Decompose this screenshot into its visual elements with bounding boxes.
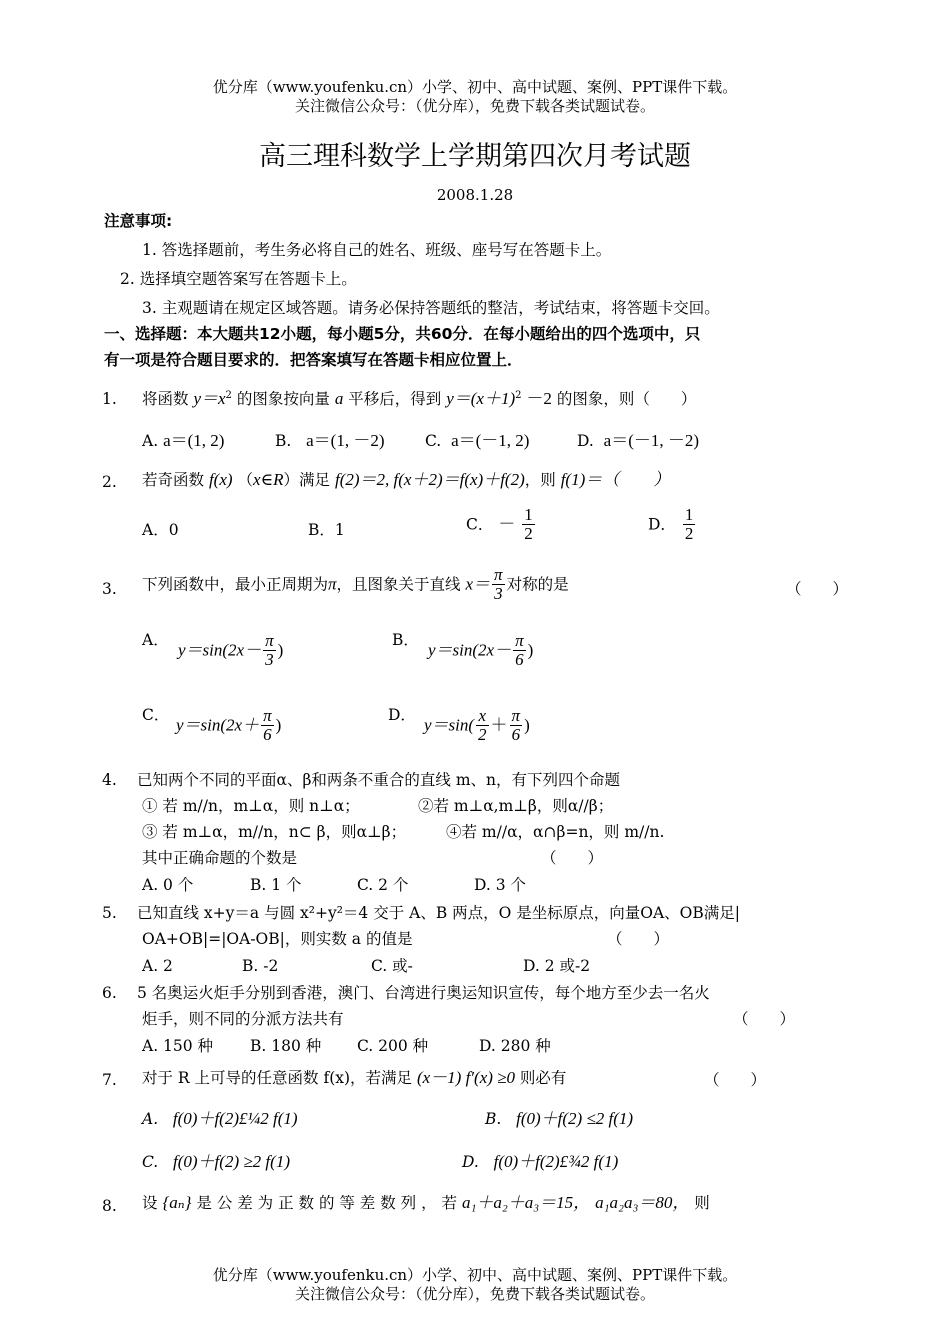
q1-option-b: B. a＝(1, －2) bbox=[275, 431, 385, 450]
footer-line-1: 优分库（www.youfenku.cn）小学、初中、高中试题、案例、PPT课件下载。 bbox=[212, 1266, 738, 1284]
q7-option-b: B. f(0)＋f(2) ≤2 f(1) bbox=[485, 1109, 634, 1128]
notice-item-3: 3. 主观题请在规定区域答题。请务必保持答题纸的整洁，考试结束，将答题卡交回。 bbox=[142, 299, 720, 317]
q8-number: 8. bbox=[102, 1197, 117, 1215]
q8-stem: 设 {aₙ} 是 公 差 为 正 数 的 等 差 数 列 ， 若 a₁＋a₂＋a₃＝15， a₁a₂a₃＝80， 则 bbox=[142, 1193, 710, 1212]
q1-number: 1. bbox=[102, 390, 117, 408]
q4-prop-3: ③ 若 m⊥α，m//n，n⊂ β，则α⊥β； bbox=[142, 823, 407, 841]
q4-option-a: A. 0 个 bbox=[142, 876, 194, 894]
q4-option-c: C. 2 个 bbox=[357, 876, 409, 894]
q1-option-d: D. a＝(－1, －2) bbox=[577, 431, 700, 450]
section-1-line-1: 一、选择题：本大题共12小题，每小题5分，共60分．在每小题给出的四个选项中，只 bbox=[104, 325, 701, 343]
q5-option-d: D. 2 或-2 bbox=[523, 957, 591, 975]
q2-stem: 若奇函数 f(x) （x∈R）满足 f(2)＝2, f(x＋2)＝f(x)＋f(2)，则 f(1)＝（ ） bbox=[142, 470, 671, 489]
q5-option-c: C. 或- bbox=[371, 957, 413, 975]
q7-option-d: D. f(0)＋f(2)£¾2 f(1) bbox=[462, 1152, 619, 1171]
q1-option-a: A. a＝(1, 2) bbox=[142, 431, 225, 450]
footer-line-2: 关注微信公众号：（优分库），免费下载各类试题试卷。 bbox=[294, 1285, 655, 1303]
q3-option-a-label: A． bbox=[142, 631, 169, 649]
q4-prop-4: ④若 m//α，α∩β=n，则 m//n. bbox=[446, 823, 665, 841]
q4-prop-1: ① 若 m//n，m⊥α，则 n⊥α； bbox=[142, 797, 360, 815]
q1-func-1: y＝x bbox=[193, 389, 226, 409]
q3-option-d: y＝sin( $\frac{x}{2}$ ＋ $\frac{\pi}{6}$ ) bbox=[424, 706, 530, 744]
q3-option-c-label: C． bbox=[142, 706, 170, 724]
q2-number: 2. bbox=[102, 473, 117, 491]
notice-item-1: 1. 答选择题前，考生务必将自己的姓名、班级、座号写在答题卡上。 bbox=[142, 241, 612, 259]
q3-answer-paren: （ ） bbox=[786, 580, 849, 598]
q3-option-a: y＝sin(2x－ $\frac{\pi}{3}$ ) bbox=[178, 631, 284, 669]
q5-number: 5. bbox=[102, 904, 117, 922]
q4-line-1: 已知两个不同的平面α、β和两条不重合的直线 m、n，有下列四个命题 bbox=[137, 771, 621, 789]
q2-option-b: B．1 bbox=[308, 521, 345, 539]
q6-answer-paren: （ ） bbox=[733, 1010, 796, 1028]
q7-option-a: A. f(0)＋f(2)£¼2 f(1) bbox=[142, 1109, 298, 1128]
q1-option-c: C. a＝(－1, 2) bbox=[425, 431, 530, 450]
q6-option-c: C. 200 种 bbox=[357, 1037, 429, 1055]
notice-heading: 注意事项: bbox=[104, 212, 173, 230]
q4-option-b: B. 1 个 bbox=[250, 876, 302, 894]
q6-option-d: D. 280 种 bbox=[479, 1037, 551, 1055]
q4-line-4: 其中正确命题的个数是 bbox=[142, 849, 298, 867]
q5-line-1: 已知直线 x+y＝a 与圆 x²+y²＝4 交于 A、B 两点，O 是坐标原点，向量OA、OB满足| bbox=[137, 904, 741, 922]
q6-line-2: 炬手，则不同的分派方法共有 bbox=[142, 1010, 344, 1028]
q3-stem: 下列函数中，最小正周期为π，且图象关于直线 x＝ $\frac{\pi}{3}$ 对称的是 bbox=[142, 565, 569, 603]
page-title: 高三理科数学上学期第四次月考试题 bbox=[259, 141, 691, 172]
section-1-line-2: 有一项是符合题目要求的．把答案填写在答题卡相应位置上． bbox=[104, 351, 523, 369]
q1-stem: 将函数 $y=x^2$ 的图象按向量 a 平移后，得到 $y=(x+1)^2 -2$ 的图象，则（ ） bbox=[142, 389, 697, 409]
q6-option-a: A. 150 种 bbox=[142, 1037, 214, 1055]
q2-option-a: A．0 bbox=[142, 521, 179, 539]
q4-option-d: D. 3 个 bbox=[474, 876, 527, 894]
q7-stem: 对于 R 上可导的任意函数 f(x)，若满足 (x－1) f′(x) ≥0 则必有 bbox=[142, 1068, 567, 1087]
q2-option-c: C． － $\frac{1}{2}$ bbox=[466, 505, 533, 543]
q4-answer-paren: （ ） bbox=[541, 849, 604, 867]
notice-item-2: 2. 选择填空题答案写在答题卡上。 bbox=[120, 270, 357, 288]
q3-option-b: y＝sin(2x－ $\frac{\pi}{6}$ ) bbox=[428, 631, 534, 669]
q4-number: 4. bbox=[102, 771, 117, 789]
q6-number: 6. bbox=[102, 984, 117, 1002]
q7-option-c: C. f(0)＋f(2) ≥2 f(1) bbox=[142, 1152, 290, 1171]
header-line-1: 优分库（www.youfenku.cn）小学、初中、高中试题、案例、PPT课件下载。 bbox=[212, 78, 738, 96]
exam-date: 2008.1.28 bbox=[436, 186, 514, 204]
q1-func-2: y＝(x＋1) bbox=[446, 389, 516, 409]
q4-prop-2: ②若 m⊥α,m⊥β，则α//β； bbox=[418, 797, 614, 815]
q3-option-b-label: B． bbox=[392, 631, 419, 649]
q3-option-c: y＝sin(2x＋ $\frac{\pi}{6}$ ) bbox=[176, 706, 282, 744]
q7-number: 7. bbox=[102, 1071, 117, 1089]
q5-answer-paren: （ ） bbox=[607, 930, 670, 948]
q5-option-b: B. -2 bbox=[242, 957, 279, 975]
q2-option-d: D． $\frac{1}{2}$ bbox=[648, 505, 694, 543]
q6-line-1: 5 名奥运火炬手分别到香港，澳门、台湾进行奥运知识宣传，每个地方至少去一名火 bbox=[137, 984, 710, 1002]
q5-option-a: A. 2 bbox=[142, 957, 173, 975]
q5-line-2: OA+OB|=|OA-OB|，则实数 a 的值是 bbox=[142, 930, 413, 948]
q3-number: 3. bbox=[102, 580, 117, 598]
header-line-2: 关注微信公众号：（优分库），免费下载各类试题试卷。 bbox=[294, 97, 655, 115]
q3-option-d-label: D． bbox=[388, 706, 416, 724]
q7-answer-paren: （ ） bbox=[704, 1071, 767, 1089]
q6-option-b: B. 180 种 bbox=[250, 1037, 322, 1055]
